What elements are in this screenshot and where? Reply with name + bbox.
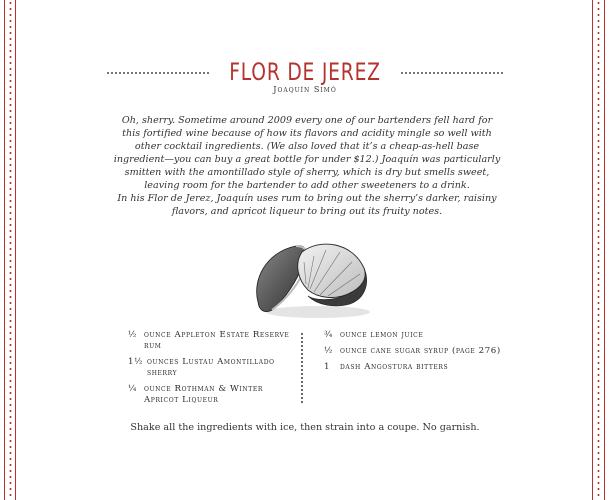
ingredient-item: [324, 346, 514, 357]
title-rule-right: [400, 72, 504, 74]
recipe-title: FLOR DE JEREZ: [229, 58, 381, 86]
ingredient-name: ounce Rothman & Winter Apricot Liqueur: [144, 384, 263, 405]
ingredient-qty: ½: [324, 346, 333, 356]
intro-paragraph-1: Oh, sherry. Sometime around 2009 every one of our bartenders fell hard for this fortified wine because of how its flavors and acidity mingle so well with other cocktail ingredients. (We also loved that it’s a cheap-as-hell base ingredient—you can buy a great bottle for under $12.) Joaquín was particularly smitten with the amontillado style of sherry, which is dry but smells sweet, leaving room for the bartender to add other sweeteners to a drink.: [113, 115, 501, 191]
ingredient-qty: ½: [128, 330, 137, 340]
recipe-intro: [112, 114, 502, 218]
ingredient-item: [324, 362, 514, 373]
title-row: [0, 58, 610, 88]
ingredients-left-column: [128, 330, 298, 411]
ingredients-right-column: [324, 330, 514, 378]
ingredient-item: [324, 330, 514, 341]
ingredient-item: [128, 384, 298, 406]
ingredient-name: dash Angostura bitters: [340, 362, 449, 372]
ingredient-name: ounce cane sugar syrup (page 276): [340, 346, 501, 356]
ingredient-qty: 1½: [128, 357, 143, 367]
ingredient-item: [128, 330, 298, 352]
ingredient-qty: ¼: [128, 384, 137, 394]
ingredients-divider: [301, 332, 303, 404]
recipe-author: Joaquín Simó: [273, 85, 337, 94]
ingredient-name: ounce Appleton Estate Reserve rum: [144, 330, 290, 351]
intro-paragraph-2: In his Flor de Jerez, Joaquín uses rum to bring out the sherry’s darker, raisiny flavors, and apricot liqueur to bring out its fruity notes.: [117, 193, 497, 217]
lemon-wedges-illustration: [248, 232, 378, 324]
recipe-method: Shake all the ingredients with ice, then strain into a coupe. No garnish.: [130, 422, 480, 433]
ingredient-name: ounce lemon juice: [340, 330, 424, 340]
ingredient-name: ounces Lustau Amontillado sherry: [147, 357, 275, 378]
ingredient-qty: ¾: [324, 330, 333, 340]
ingredient-item: [128, 357, 298, 379]
ingredient-qty: 1: [324, 362, 331, 372]
ingredients-section: [0, 330, 610, 410]
